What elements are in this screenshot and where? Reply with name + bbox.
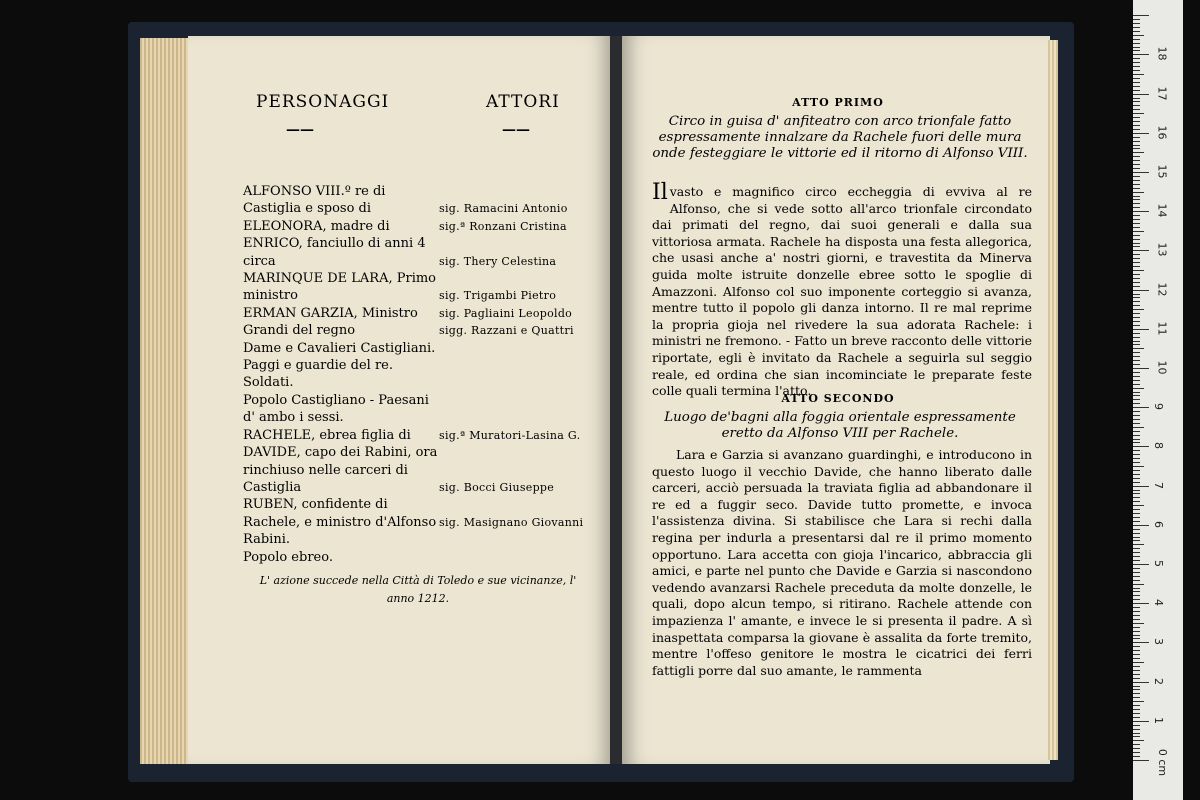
ruler-tick <box>1133 689 1140 690</box>
ruler-tick <box>1133 646 1140 647</box>
ruler-tick <box>1133 356 1140 357</box>
ruler-number: 3 <box>1152 638 1165 646</box>
ruler-number: 5 <box>1152 560 1165 567</box>
ruler-tick <box>1133 305 1140 306</box>
ruler <box>1133 0 1183 800</box>
ruler-number: 15 <box>1155 164 1169 179</box>
ruler-tick <box>1133 219 1140 220</box>
ruler-tick <box>1133 674 1140 675</box>
ruler-tick <box>1133 101 1140 102</box>
ruler-tick <box>1133 266 1140 267</box>
ruler-tick <box>1133 615 1140 616</box>
ruler-tick <box>1133 78 1140 79</box>
ruler-tick <box>1133 388 1144 389</box>
ruler-tick <box>1133 360 1140 361</box>
ruler-tick <box>1133 517 1140 518</box>
ruler-tick <box>1133 39 1140 40</box>
ruler-tick <box>1133 286 1140 287</box>
ruler-tick <box>1133 164 1140 165</box>
ruler-tick <box>1133 560 1140 561</box>
cast-role: Popolo ebreo. <box>243 549 333 565</box>
ruler-tick <box>1133 713 1140 714</box>
ruler-tick <box>1133 274 1140 275</box>
ruler-tick <box>1133 658 1140 659</box>
cast-role: ALFONSO VIII.º re di Castiglia e sposo di <box>243 184 386 217</box>
ruler-tick <box>1133 564 1149 565</box>
ruler-tick <box>1133 94 1149 95</box>
cast-role: MARINQUE DE LARA, Primo ministro <box>243 271 437 304</box>
ruler-number: 8 <box>1152 442 1165 450</box>
cast-role: Soldati. <box>243 375 294 391</box>
cast-actor: sig. Bocci Giuseppe <box>439 480 555 494</box>
ruler-tick <box>1133 725 1140 726</box>
ruler-tick <box>1133 176 1140 177</box>
ruler-tick <box>1133 258 1140 259</box>
ruler-tick <box>1133 384 1140 385</box>
cast-role: Dame e Cavalieri Castigliani. <box>243 340 436 356</box>
ruler-tick <box>1133 86 1140 87</box>
ruler-tick <box>1133 98 1140 99</box>
ruler-tick <box>1133 474 1140 475</box>
ruler-tick <box>1133 509 1140 510</box>
ruler-tick <box>1133 141 1140 142</box>
ruler-tick <box>1133 478 1140 479</box>
cast-row <box>243 444 593 496</box>
ruler-tick <box>1133 572 1140 573</box>
ruler-tick <box>1133 603 1149 604</box>
ruler-tick <box>1133 411 1140 412</box>
cast-actor: sig.ª Ronzani Cristina <box>439 219 567 233</box>
ruler-tick <box>1133 246 1140 247</box>
ruler-tick <box>1133 395 1140 396</box>
ruler-tick <box>1133 113 1144 114</box>
ruler-tick <box>1133 133 1149 134</box>
ruler-tick <box>1133 744 1140 745</box>
cast-row <box>243 270 593 305</box>
act-two-title: ATTO SECONDO <box>781 392 895 405</box>
cast-row <box>243 218 593 235</box>
ruler-tick <box>1133 66 1140 67</box>
cast-actor: sig.ª Muratori-Lasina G. <box>439 428 581 442</box>
ruler-tick <box>1133 348 1144 349</box>
ruler-tick <box>1133 513 1140 514</box>
ruler-number: 4 <box>1152 599 1165 607</box>
ruler-tick <box>1133 450 1140 451</box>
ruler-tick <box>1133 654 1140 655</box>
ruler-tick <box>1133 129 1140 130</box>
cast-row <box>243 392 593 427</box>
ruler-tick <box>1133 27 1140 28</box>
ruler-tick <box>1133 544 1144 545</box>
ruler-tick <box>1133 403 1140 404</box>
ruler-tick <box>1133 486 1149 487</box>
ruler-tick <box>1133 352 1140 353</box>
dash-left: —— <box>286 122 314 138</box>
ruler-tick <box>1133 752 1140 753</box>
ruler-number: 9 <box>1152 403 1165 411</box>
ruler-number: 18 <box>1155 46 1169 61</box>
ruler-tick <box>1133 301 1140 302</box>
ruler-tick <box>1133 415 1140 416</box>
ruler-tick <box>1133 423 1140 424</box>
cast-role: Paggi e guardie del re. <box>243 358 393 374</box>
cast-role: ENRICO, fanciullo di anni 4 circa <box>243 236 426 269</box>
ruler-tick <box>1133 505 1144 506</box>
ruler-tick <box>1133 192 1144 193</box>
cast-row <box>243 235 593 270</box>
ruler-tick <box>1133 109 1140 110</box>
drop-cap: Il <box>652 180 668 205</box>
act-two-text: Lara e Garzia si avanzano guardinghi, e introducono in questo luogo il vecchio Davide, che hanno liberato dalle carceri, acciò persuada la traviata figlia ad abbandonare il re ed a fuggir seco. Davide tutto promette, e invoca l'assistenza divina. Si stabilisce che Lara si rechi dalla regina per indurla a presentarsi dal re il primo momento opportuno. Lara accetta con gioja l'incarico, abbraccia gli amici, e parte nel punto che Davide e Garzia si nascondono vedendo avanzarsi Rachele preceduta da molte donzelle, le quali, dopo alcun tempo, si ritirano. Rachele attende con impazienza l' amante, e invece le si presenta il padre. A sì inaspettata comparsa la giovane è assalita da forte tremito, mentre l'offeso genitore le mostra le cicatrici dei ferri fattigli porre dal suo amante, le rammenta <box>652 447 1032 678</box>
ruler-tick <box>1133 344 1140 345</box>
ruler-tick <box>1133 670 1140 671</box>
ruler-tick <box>1133 705 1140 706</box>
ruler-tick <box>1133 254 1140 255</box>
ruler-tick <box>1133 537 1140 538</box>
ruler-tick <box>1133 497 1140 498</box>
ruler-tick <box>1133 121 1140 122</box>
ruler-tick <box>1133 172 1149 173</box>
cast-row <box>243 427 593 444</box>
ruler-tick <box>1133 227 1140 228</box>
ruler-tick <box>1133 717 1140 718</box>
ruler-number: 7 <box>1152 481 1165 489</box>
cast-row <box>243 496 593 531</box>
ruler-tick <box>1133 290 1149 291</box>
ruler-tick <box>1133 43 1140 44</box>
ruler-tick <box>1133 740 1144 741</box>
ruler-tick <box>1133 309 1144 310</box>
ruler-tick <box>1133 50 1140 51</box>
ruler-tick <box>1133 125 1140 126</box>
ruler-tick <box>1133 556 1140 557</box>
ruler-tick <box>1133 294 1140 295</box>
act-one-body: vasto e magnifico circo eccheggia di evviva al re Alfonso, che si vede sotto all'arco trionfale circondato dai primati del regno, dai suoi generali e dalla sua vittoriosa armata. Rachele ha disposta una festa allegorica, che usasi anche a' nostri giorni, e travestita da Minerva guida molte istruite donzelle ebree sotto le spoglie di Amazzoni. Alfonso col suo imponente corteggio si avanza, mentre tutto il popolo gli danza intorno. Il re mal reprime la propria gioja nel rivedere la sua adorata Rachele: i ministri ne fremono. - Fatto un breve racconto delle vittorie riportate, egli è invitato da Rachele a seguirla sul seggio reale, ed ordina che sian incominciate le preparate feste colle quali termina l'atto. <box>652 184 1032 399</box>
ruler-tick <box>1133 223 1140 224</box>
ruler-tick <box>1133 137 1140 138</box>
ruler-tick <box>1133 588 1140 589</box>
ruler-number: 6 <box>1152 520 1165 528</box>
ruler-tick <box>1133 493 1140 494</box>
ruler-tick <box>1133 188 1140 189</box>
ruler-tick <box>1133 105 1140 106</box>
page-edges-right <box>1048 40 1058 760</box>
ruler-tick <box>1133 392 1140 393</box>
dash-right: —— <box>502 122 530 138</box>
ruler-tick <box>1133 576 1140 577</box>
ruler-tick <box>1133 35 1144 36</box>
ruler-tick <box>1133 184 1140 185</box>
ruler-tick <box>1133 721 1149 722</box>
ruler-tick <box>1133 313 1140 314</box>
ruler-tick <box>1133 470 1140 471</box>
ruler-tick <box>1133 623 1144 624</box>
ruler-tick <box>1133 619 1140 620</box>
ruler-tick <box>1133 442 1140 443</box>
ruler-tick <box>1133 733 1140 734</box>
ruler-tick <box>1133 627 1140 628</box>
ruler-tick <box>1133 372 1140 373</box>
ruler-tick <box>1133 148 1140 149</box>
ruler-number: 12 <box>1155 282 1169 297</box>
ruler-tick <box>1133 431 1140 432</box>
ruler-tick <box>1133 180 1140 181</box>
ruler-tick <box>1133 70 1140 71</box>
ruler-tick <box>1133 760 1149 761</box>
cast-role: DAVIDE, capo dei Rabini, ora rinchiuso nelle carceri di Castiglia <box>243 445 438 495</box>
cast-actor: sigg. Razzani e Quattri <box>439 324 574 338</box>
ruler-tick <box>1133 584 1144 585</box>
act-one-title: ATTO PRIMO <box>792 96 884 109</box>
ruler-tick <box>1133 145 1140 146</box>
ruler-tick <box>1133 501 1140 502</box>
ruler-tick <box>1133 250 1149 251</box>
ruler-number: 16 <box>1155 125 1169 140</box>
ruler-tick <box>1133 243 1140 244</box>
ruler-tick <box>1133 529 1140 530</box>
cast-row <box>243 340 593 357</box>
ruler-tick <box>1133 368 1149 369</box>
ruler-tick <box>1133 568 1140 569</box>
ruler-tick <box>1133 278 1140 279</box>
ruler-tick <box>1133 23 1140 24</box>
ruler-tick <box>1133 317 1140 318</box>
ruler-tick <box>1133 701 1144 702</box>
ruler-tick <box>1133 215 1140 216</box>
act-one-text <box>652 180 1032 400</box>
ruler-tick <box>1133 521 1140 522</box>
cast-role: RACHELE, ebrea figlia di <box>243 427 411 443</box>
ruler-tick <box>1133 607 1140 608</box>
ruler-tick <box>1133 446 1149 447</box>
ruler-tick <box>1133 736 1140 737</box>
cast-row <box>243 374 593 391</box>
ruler-tick <box>1133 235 1140 236</box>
ruler-tick <box>1133 650 1140 651</box>
ruler-tick <box>1133 152 1144 153</box>
ruler-tick <box>1133 196 1140 197</box>
header-attori: ATTORI <box>486 92 560 112</box>
ruler-tick <box>1133 270 1144 271</box>
ruler-tick <box>1133 748 1140 749</box>
ruler-tick <box>1133 678 1140 679</box>
ruler-tick <box>1133 686 1140 687</box>
ruler-tick <box>1133 207 1140 208</box>
page-edges-left <box>140 38 195 764</box>
cast-role: Grandi del regno <box>243 323 356 339</box>
cast-actor: sig. Pagliaini Leopoldo <box>439 306 573 320</box>
ruler-tick <box>1133 321 1140 322</box>
ruler-tick <box>1133 325 1140 326</box>
ruler-tick <box>1133 552 1140 553</box>
ruler-number: 11 <box>1155 321 1169 336</box>
cast-row <box>243 357 593 374</box>
ruler-tick <box>1133 231 1144 232</box>
ruler-tick <box>1133 427 1144 428</box>
cast-row <box>243 549 593 566</box>
cast-row <box>243 305 593 322</box>
ruler-tick <box>1133 211 1149 212</box>
cast-role: Popolo Castigliano - Paesani d' ambo i sessi. <box>243 392 429 426</box>
ruler-tick <box>1133 90 1140 91</box>
ruler-number: 1 <box>1152 716 1165 724</box>
ruler-tick <box>1133 160 1140 161</box>
cast-actor: sig. Ramacini Antonio <box>439 202 568 216</box>
ruler-number: 14 <box>1155 203 1169 218</box>
ruler-number: 2 <box>1152 677 1165 685</box>
ruler-tick <box>1133 533 1140 534</box>
ruler-tick <box>1133 399 1140 400</box>
ruler-tick <box>1133 466 1144 467</box>
ruler-tick <box>1133 454 1140 455</box>
ruler-tick <box>1133 74 1144 75</box>
ruler-tick <box>1133 239 1140 240</box>
ruler-tick <box>1133 407 1149 408</box>
ruler-tick <box>1133 419 1140 420</box>
ruler-tick <box>1133 47 1140 48</box>
ruler-tick <box>1133 364 1140 365</box>
cast-role: Rabini. <box>243 532 290 548</box>
cast-role: RUBEN, confidente di Rachele, e ministro d'Alfonso <box>243 497 437 530</box>
act-one-scene: Circo in guisa d' anfiteatro con arco trionfale fatto espressamente innalzare da Rachele fuori delle mura onde festeggiare le vittorie ed il ritorno di Alfonso VIII. <box>652 114 1028 161</box>
cast-row <box>243 322 593 339</box>
ruler-tick <box>1133 709 1140 710</box>
ruler-tick <box>1133 62 1140 63</box>
ruler-tick <box>1133 282 1140 283</box>
ruler-tick <box>1133 599 1140 600</box>
ruler-tick <box>1133 756 1140 757</box>
ruler-number: 17 <box>1155 86 1169 101</box>
ruler-tick <box>1133 435 1140 436</box>
ruler-tick <box>1133 638 1140 639</box>
ruler-tick <box>1133 458 1140 459</box>
cast-row <box>243 531 593 548</box>
ruler-tick <box>1133 297 1140 298</box>
ruler-tick <box>1133 31 1140 32</box>
cast-actor: sig. Trigambi Pietro <box>439 289 557 303</box>
ruler-tick <box>1133 333 1140 334</box>
setting-note: L' azione succede nella Città di Toledo e sue vicinanze, l' anno 1212. <box>259 574 577 605</box>
ruler-tick <box>1133 54 1149 55</box>
cast-actor: sig. Thery Celestina <box>439 254 557 268</box>
ruler-tick <box>1133 525 1149 526</box>
ruler-label: 0 cm <box>1156 748 1170 777</box>
cast-row <box>243 183 593 218</box>
ruler-tick <box>1133 439 1140 440</box>
ruler-tick <box>1133 642 1149 643</box>
ruler-tick <box>1133 82 1140 83</box>
ruler-tick <box>1133 156 1140 157</box>
ruler-tick <box>1133 591 1140 592</box>
ruler-tick <box>1133 540 1140 541</box>
ruler-tick <box>1133 19 1140 20</box>
header-personaggi: PERSONAGGI <box>256 92 390 112</box>
ruler-tick <box>1133 15 1149 16</box>
ruler-tick <box>1133 666 1140 667</box>
cast-list <box>243 183 593 566</box>
ruler-tick <box>1133 595 1140 596</box>
ruler-tick <box>1133 329 1149 330</box>
cast-role: ELEONORA, madre di <box>243 218 390 234</box>
ruler-tick <box>1133 199 1140 200</box>
ruler-tick <box>1133 337 1140 338</box>
ruler-tick <box>1133 490 1140 491</box>
ruler-tick <box>1133 662 1144 663</box>
act-two-scene: Luogo de'bagni alla foggia orientale espressamente eretto da Alfonso VIII per Rachele. <box>664 410 1016 441</box>
cast-actor: sig. Masignano Giovanni <box>439 515 584 529</box>
ruler-tick <box>1133 168 1140 169</box>
ruler-tick <box>1133 611 1140 612</box>
ruler-tick <box>1133 380 1140 381</box>
ruler-number: 13 <box>1155 242 1169 257</box>
ruler-tick <box>1133 635 1140 636</box>
ruler-tick <box>1133 376 1140 377</box>
ruler-tick <box>1133 262 1140 263</box>
ruler-tick <box>1133 203 1140 204</box>
ruler-tick <box>1133 548 1140 549</box>
ruler-tick <box>1133 682 1149 683</box>
ruler-tick <box>1133 482 1140 483</box>
ruler-tick <box>1133 729 1140 730</box>
ruler-tick <box>1133 631 1140 632</box>
ruler-tick <box>1133 580 1140 581</box>
cast-role: ERMAN GARZIA, Ministro <box>243 305 418 321</box>
ruler-number: 10 <box>1155 360 1169 375</box>
ruler-tick <box>1133 341 1140 342</box>
ruler-tick <box>1133 697 1140 698</box>
ruler-tick <box>1133 693 1140 694</box>
ruler-tick <box>1133 462 1140 463</box>
ruler-tick <box>1133 58 1140 59</box>
ruler-tick <box>1133 117 1140 118</box>
